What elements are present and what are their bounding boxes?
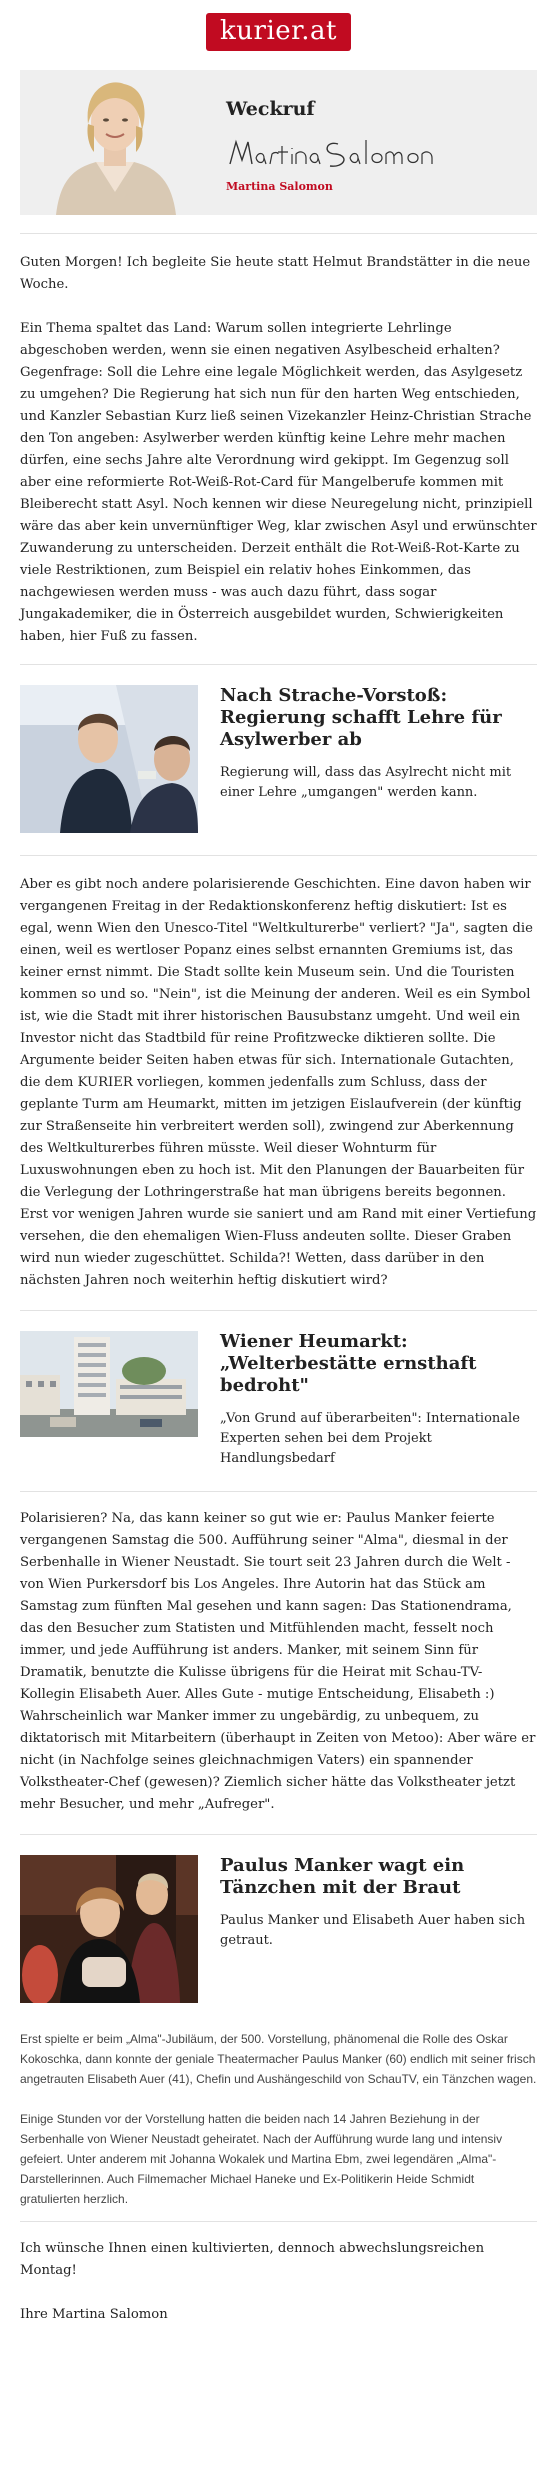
teaser-body-3 xyxy=(198,1855,537,2003)
teaser-image-3[interactable] xyxy=(20,1855,198,2003)
header-text xyxy=(226,98,436,215)
author-portrait xyxy=(44,70,186,215)
body-paragraph-4: Erst spielte er beim „Alma"-Jubiläum, der 500. Vorstellung, phänomenal die Rolle des Oskar Kokoschka, dann konnte der geniale Theatermacher Paulus Manker (60) endlich mit seiner frisch angetrauten Elisabeth Auer (41), Chefin und Aushängeschild von SchauTV, ein Tänzchen wagen. xyxy=(20,2032,537,2086)
body-paragraph-2: Aber es gibt noch andere polarisierende Geschichten. Eine davon haben wir vergangenen Freitag in der Redaktionskonferenz heftig diskutiert: Ist es egal, wenn Wien den Unesco-Titel "Weltkulturerbe" verliert? "Ja", sagten die einen, weil es wertloser Popanz eines selbst ernannten Gremiums ist, das keiner ernst nimmt. Die Stadt sollte kein Museum sein. Und die Touristen kommen so und so. "Nein", ist die Meinung der anderen. Weil es ein Symbol ist, wie die Stadt mit ihrer historischen Bausubstanz umgeht. Und weil ein Investor nicht das Stadtbild für reine Profitzwecke diktieren sollte. Die Argumente beider Seiten haben etwas für sich. Internationale Gutachten, die dem KURIER vorliegen, kommen jedenfalls zum Schluss, dass der geplante Turm am Heumarkt, mitten im jetzigen Eislaufverein (der künftig zur Straßenseite hin verbreitert werden soll), zwingend zur Aberkennung des Weltkulturerbes führen müsste. Weil dieser Wohnturm für Luxuswohnungen eben zu hoch ist. Mit den Planungen der Bauarbeiten für die Verlegung der Lothringerstraße hat man übrigens bereits begonnen. Erst vor wenigen Jahren wurde sie saniert und am Rand mit einer Vertiefung versehen, die den ehemaligen Wien-Fluss andeuten sollte. Dieser Graben wird nun wieder zugeschüttet. Schilda?! Wetten, dass darüber in den nächsten Jahren noch weiterhin heftig diskutiert wird? xyxy=(20,877,537,1288)
newsletter-title: Weckruf xyxy=(226,98,315,120)
intro-paragraph: Guten Morgen! Ich begleite Sie heute statt Helmut Brandstätter in die neue Woche. xyxy=(20,255,531,292)
teaser-image-2[interactable] xyxy=(20,1331,198,1437)
teaser-subtitle-3: Paulus Manker und Elisabeth Auer haben sich getraut. xyxy=(220,1913,526,1948)
teaser-article-2[interactable] xyxy=(0,1331,557,1469)
body-paragraph-3: Polarisieren? Na, das kann keiner so gut wie er: Paulus Manker feierte vergangenen Samstag die 500. Aufführung seiner "Alma", diesmal in der Serbenhalle in Wiener Neustadt. Sie tourt seit 23 Jahren durch die Welt - von Wien Purkersdorf bis Los Angeles. Ihre Autorin hat das Stück am Samstag zum fünften Mal gesehen und kann sagen: Das Stationendrama, das den Besucher zum Statisten und Mitfühlenden macht, fesselt noch immer, und jede Aufführung ist anders. Manker, mit seinem Sinn für Dramatik, benutzte die Kulisse übrigens für die Heirat mit Schau-TV-Kollegin Elisabeth Auer. Alles Gute - mutige Entscheidung, Elisabeth :) Wahrscheinlich war Manker immer zu ungebärdig, zu unbequem, zu diktatorisch mit Mitarbeitern (überhaupt in Zeiten von Metoo): Aber wäre er nicht (in Nachfolge seines gleichnachmigen Vaters) ein spannender Volkstheater-Chef (gewesen)? Ziemlich sicher hätte das Volkstheater jetzt mehr Besucher, und mehr „Aufreger". xyxy=(20,1511,536,1812)
kurier-logo[interactable]: kurier.at xyxy=(206,13,351,51)
body-paragraph-1: Ein Thema spaltet das Land: Warum sollen integrierte Lehrlinge abgeschoben werden, wenn sie einen negativen Asylbescheid erhalten? Gegenfrage: Soll die Lehre eine legale Möglichkeit werden, das Asylgesetz zu umgehen? Die Regierung hat sich nun für den harten Weg entschieden, und Kanzler Sebastian Kurz ließ seinen Vizekanzler Heinz-Christian Strache den Ton angeben: Asylwerber werden künftig keine Lehre mehr machen dürfen, eine sechs Jahre alte Verordnung wird gekippt. Im Gegenzug soll aber eine reformierte Rot-Weiß-Rot-Card für Mangelberufe kommen mit Bleiberecht statt Asyl. Noch kennen wir diese Neuregelung nicht, prinzipiell wäre das aber kein unvernünftiger Weg, klar zwischen Asyl und erwünschter Zuwanderung zu unterscheiden. Derzeit enthält die Rot-Weiß-Rot-Karte zu viele Restriktionen, zum Beispiel ein relativ hohes Einkommen, das nachgewiesen werden muss - was auch dazu führt, dass sogar Jungakademiker, die in Österreich ausgebildet wurden, Schwierigkeiten haben, hier Fuß zu fassen. xyxy=(20,321,537,644)
signoff: Ihre Martina Salomon xyxy=(20,2307,168,2322)
newsletter-header xyxy=(20,70,537,215)
teaser-body-2 xyxy=(198,1331,537,1469)
teaser-subtitle-1: Regierung will, dass das Asylrecht nicht mit einer Lehre „umgangen" werden kann. xyxy=(220,765,512,800)
closing-paragraph: Ich wünsche Ihnen einen kultivierten, dennoch abwechslungsreichen Montag! xyxy=(20,2241,485,2278)
teaser-subtitle-2: „Von Grund auf überarbeiten": Internationale Experten sehen bei dem Projekt Handlungsbedarf xyxy=(220,1411,520,1466)
body-paragraph-5: Einige Stunden vor der Vorstellung hatten die beiden nach 14 Jahren Beziehung in der Serbenhalle von Wiener Neustadt geheiratet. Nach der Aufführung wurde lang und intensiv gefeiert. Unter anderem mit Johanna Wokalek und Martina Ebm, zwei legendären „Alma"-Darstellerinnen. Auch Filmemacher Michael Haneke und Ex-Politikerin Heide Schmidt gratulierten herzlich. xyxy=(20,2112,503,2206)
teaser-title-3[interactable]: Paulus Manker wagt ein Tänzchen mit der Braut xyxy=(220,1855,465,1898)
signature-image xyxy=(226,134,436,172)
teaser-image-1[interactable] xyxy=(20,685,198,833)
logo-bar xyxy=(0,0,557,64)
teaser-title-2[interactable]: Wiener Heumarkt: „Welterbestätte ernsthaft bedroht" xyxy=(220,1331,477,1396)
teaser-title-1[interactable]: Nach Strache-Vorstoß: Regierung schafft Lehre für Asylwerber ab xyxy=(220,685,502,750)
teaser-article-3[interactable] xyxy=(0,1855,557,2003)
teaser-article-1[interactable] xyxy=(0,685,557,833)
teaser-body-1 xyxy=(198,685,537,833)
author-name: Martina Salomon xyxy=(226,180,333,193)
